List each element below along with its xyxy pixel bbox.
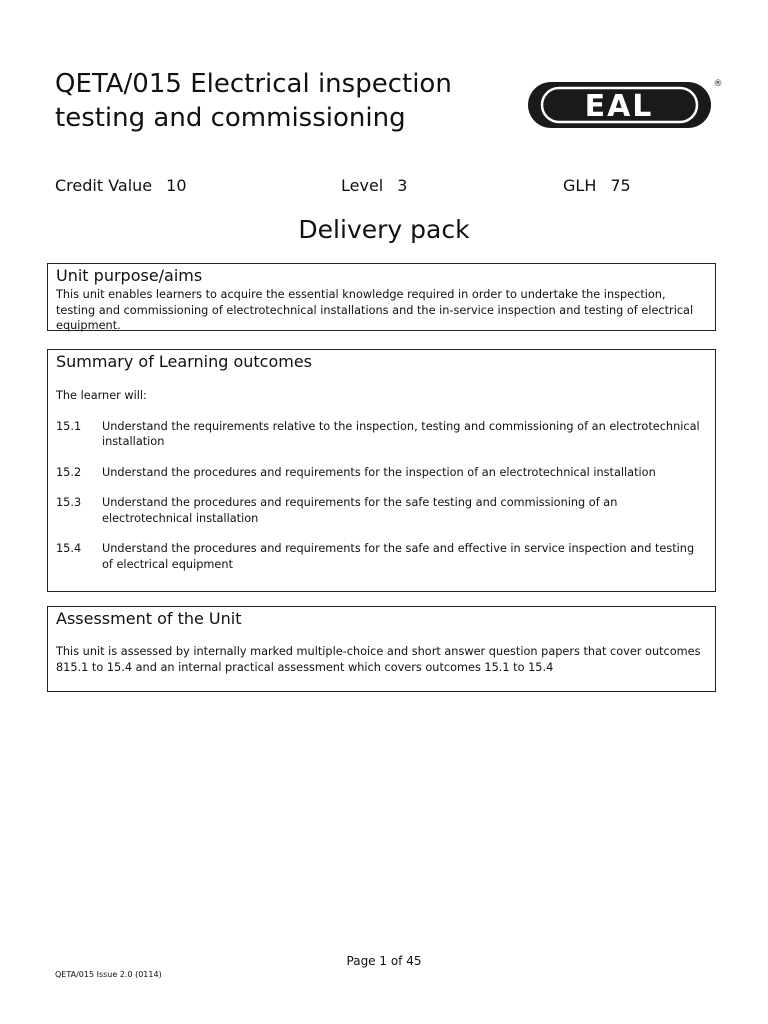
learning-outcome-item (56, 465, 707, 481)
credit-value: 10 (166, 176, 187, 195)
credit-value-field (55, 175, 187, 197)
learning-outcome-item (56, 419, 707, 450)
learning-outcome-number: 15.4 (56, 542, 82, 555)
learning-outcomes-box (47, 349, 716, 592)
unit-title-line-2: testing and commissioning (55, 103, 406, 133)
unit-title (55, 67, 495, 135)
learning-outcome-number: 15.1 (56, 419, 82, 433)
credit-value-label: Credit Value (55, 176, 153, 195)
learning-outcomes-intro: The learner will: (56, 389, 147, 402)
learning-outcome-text: Understand the requirements relative to the inspection, testing and commissioning of an electrotechnical installation (102, 419, 700, 448)
glh-field (563, 175, 631, 197)
assessment-box (47, 606, 716, 692)
learning-outcomes-list (56, 419, 707, 573)
learning-outcome-text: Understand the procedures and requirements for the safe and effective in service inspection and testing of electrical equipment (102, 542, 695, 571)
eal-logo (528, 76, 724, 130)
unit-title-line-1: QETA/015 Electrical inspection (55, 69, 452, 99)
delivery-pack-title: Delivery pack (298, 215, 470, 244)
unit-purpose-box (47, 263, 716, 331)
glh-label: GLH (563, 176, 597, 195)
unit-purpose-text: This unit enables learners to acquire the essential knowledge required in order to undertake the inspection, testing and commissioning of electrotechnical installations and the in-service inspection and testing of electrical equipment. (56, 288, 694, 332)
level-field (341, 175, 407, 197)
learning-outcome-text: Understand the procedures and requirements for the inspection of an electrotechnical installation (102, 465, 656, 479)
registered-mark: ® (713, 79, 723, 89)
learning-outcome-item (56, 541, 707, 572)
level-label: Level (341, 176, 384, 195)
document-code: QETA/015 Issue 2.0 (0114) (55, 970, 162, 979)
glh-value: 75 (610, 176, 631, 195)
learning-outcomes-heading: Summary of Learning outcomes (56, 352, 313, 371)
unit-purpose-heading: Unit purpose/aims (56, 266, 203, 285)
learning-outcome-text: Understand the procedures and requirements for the safe testing and commissioning of an electrotechnical installation (102, 496, 618, 525)
assessment-text: This unit is assessed by internally marked multiple-choice and short answer question papers that cover outcomes 815.1 to 15.4 and an internal practical assessment which covers outcomes 15.1 to 15.4 (56, 645, 701, 674)
learning-outcome-number: 15.2 (56, 465, 82, 479)
assessment-heading: Assessment of the Unit (56, 609, 242, 628)
level-value: 3 (397, 176, 408, 195)
page-number: Page 1 of 45 (346, 954, 422, 968)
learning-outcome-item (56, 495, 707, 526)
eal-logo-text: EAL (584, 89, 654, 124)
learning-outcome-number: 15.3 (56, 496, 82, 509)
